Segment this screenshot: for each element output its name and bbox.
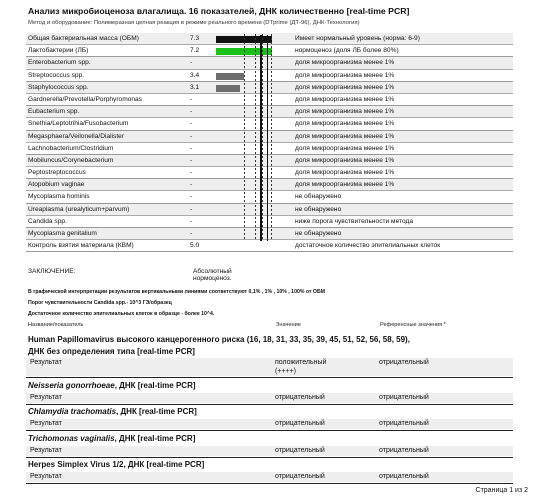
row-comment: не обнаружено bbox=[295, 230, 342, 237]
reference-line bbox=[271, 34, 272, 44]
row-name: Mycoplasma genitalium bbox=[28, 230, 97, 237]
note-candida: Порог чувствительности Candida spp.- 10^3 ГЭ/образец bbox=[28, 300, 172, 306]
row-value: 3.4 bbox=[190, 71, 200, 79]
test-organism: Chlamydia trachomatis bbox=[28, 407, 117, 416]
reference-line bbox=[271, 168, 272, 178]
result-label: Результат bbox=[30, 420, 62, 427]
test-chlamydia-title bbox=[28, 407, 197, 416]
row-name: Mycoplasma hominis bbox=[28, 193, 90, 201]
row-value: - bbox=[190, 230, 193, 237]
row-value: - bbox=[190, 169, 193, 177]
row-name: Snethia/Leptotrihia/Fusobacterium bbox=[28, 120, 129, 128]
table-row bbox=[26, 45, 513, 57]
table-row bbox=[26, 155, 513, 167]
table-row bbox=[26, 167, 513, 179]
result-label: Результат bbox=[30, 473, 62, 480]
table-row bbox=[26, 82, 513, 94]
row-name: Megasphaera/Veilonella/Dialister bbox=[28, 132, 125, 140]
reference-line bbox=[271, 229, 272, 239]
row-name: Atopobium vaginae bbox=[28, 181, 85, 189]
reference-line bbox=[271, 132, 272, 142]
table-row bbox=[26, 191, 513, 203]
row-value: - bbox=[190, 205, 193, 213]
row-comment: доля микроорганизма менее 1% bbox=[295, 156, 395, 164]
row-name: Лактобактерии (ЛБ) bbox=[28, 47, 89, 55]
reference-line bbox=[255, 83, 256, 93]
reference-line bbox=[262, 107, 263, 117]
row-comment: доля микроорганизма менее 1% bbox=[295, 169, 395, 177]
row-level-bar bbox=[216, 85, 240, 92]
result-row-chlamydia bbox=[26, 419, 513, 429]
microbiocenosis-table bbox=[26, 33, 513, 252]
result-row-neisseria bbox=[26, 393, 513, 403]
row-value: - bbox=[190, 120, 193, 128]
page-number: Страница 1 из 2 bbox=[475, 487, 528, 494]
reference-line bbox=[244, 71, 245, 81]
row-value: - bbox=[190, 217, 193, 225]
row-comment: доля микроорганизма менее 1% bbox=[295, 95, 395, 103]
reference-line bbox=[262, 132, 263, 142]
reference-line bbox=[271, 58, 272, 68]
reference-line bbox=[262, 168, 263, 178]
row-value: - bbox=[190, 144, 193, 152]
table-row bbox=[26, 118, 513, 130]
reference-line bbox=[271, 192, 272, 202]
result-ref: отрицательный bbox=[379, 473, 429, 480]
row-name: Общая бактериальная масса (ОБМ) bbox=[28, 35, 139, 42]
reference-line bbox=[271, 107, 272, 117]
reference-line bbox=[262, 46, 263, 56]
reference-line bbox=[255, 95, 256, 105]
reference-line bbox=[244, 144, 245, 154]
reference-line bbox=[255, 144, 256, 154]
row-comment: доля микроорганизма менее 1% bbox=[295, 181, 395, 189]
reference-line bbox=[262, 229, 263, 239]
row-comment: достаточное количество эпителиальных клеток bbox=[295, 242, 441, 250]
table-row bbox=[26, 94, 513, 106]
reference-line bbox=[244, 58, 245, 68]
conclusion-label: ЗАКЛЮЧЕНИЕ: bbox=[28, 268, 76, 275]
table-row bbox=[26, 204, 513, 216]
obm-marker-line bbox=[260, 35, 262, 241]
result-row-hsv bbox=[26, 472, 513, 482]
table-row bbox=[26, 228, 513, 240]
reference-line bbox=[271, 71, 272, 81]
row-comment: доля микроорганизма менее 1% bbox=[295, 83, 395, 91]
result-label: Результат bbox=[30, 359, 62, 366]
row-value: - bbox=[190, 108, 193, 116]
result-label: Результат bbox=[30, 394, 62, 401]
table-row bbox=[26, 106, 513, 118]
reference-line bbox=[244, 46, 245, 56]
row-comment: доля микроорганизма менее 1% bbox=[295, 120, 395, 128]
reference-line bbox=[271, 217, 272, 227]
reference-line bbox=[255, 132, 256, 142]
divider bbox=[26, 377, 513, 378]
header-name: Название/показатель bbox=[28, 322, 84, 328]
test-hpv-title: Human Papillomavirus высокого канцерогенного риска (16, 18, 31, 33, 35, 39, 45, 51, 52, 56, 58, 59), bbox=[28, 335, 410, 344]
reference-line bbox=[244, 192, 245, 202]
header-value: Значение bbox=[276, 322, 301, 328]
reference-line bbox=[262, 58, 263, 68]
table-row bbox=[26, 70, 513, 82]
row-value: - bbox=[190, 193, 193, 201]
reference-line bbox=[244, 95, 245, 105]
note-epithelial: Достаточное количество эпителиальных клеток в образце - более 10^4. bbox=[28, 311, 215, 317]
test-neisseria-title bbox=[28, 381, 196, 390]
table-row bbox=[26, 216, 513, 228]
row-value: 5.0 bbox=[190, 242, 200, 250]
result-ref: отрицательный bbox=[379, 394, 429, 401]
reference-line bbox=[262, 217, 263, 227]
reference-line bbox=[262, 83, 263, 93]
row-value: 7.2 bbox=[190, 47, 200, 55]
result-value: положительный bbox=[275, 359, 327, 366]
reference-line bbox=[255, 71, 256, 81]
reference-line bbox=[262, 34, 263, 44]
row-name: Staphylococcus spp. bbox=[28, 83, 89, 91]
result-row-hpv bbox=[26, 358, 513, 376]
row-name: Peptostreptococcus bbox=[28, 169, 86, 177]
row-name: Enterobacterium spp. bbox=[28, 59, 91, 67]
reference-line bbox=[262, 192, 263, 202]
row-name: Candida spp. bbox=[28, 217, 67, 225]
test-trichomonas-title bbox=[28, 434, 195, 443]
row-comment: ниже порога чувствительности метода bbox=[295, 217, 414, 225]
result-ref: отрицательный bbox=[379, 420, 429, 427]
reference-line bbox=[271, 180, 272, 190]
reference-line bbox=[244, 119, 245, 129]
reference-line bbox=[262, 95, 263, 105]
result-value: отрицательный bbox=[275, 420, 325, 427]
table-row bbox=[26, 57, 513, 69]
reference-line bbox=[255, 168, 256, 178]
row-comment: Имеет нормальный уровень (норма: 6-9) bbox=[295, 35, 420, 42]
note-interpretation: В графической интерпретации результатов вертикальными линиями соответствуют 0,1% , 1% , 10% , 100% от ОБМ bbox=[28, 289, 326, 295]
reference-line bbox=[244, 205, 245, 215]
reference-line bbox=[244, 83, 245, 93]
reference-line bbox=[262, 156, 263, 166]
test-suffix: , ДНК [real-time PCR] bbox=[116, 407, 197, 416]
reference-line bbox=[244, 229, 245, 239]
result-ref: отрицательный bbox=[379, 359, 429, 366]
reference-line bbox=[255, 205, 256, 215]
reference-line bbox=[255, 217, 256, 227]
reference-line bbox=[271, 119, 272, 129]
row-name: Mobiluncus/Corynebacterium bbox=[28, 156, 114, 164]
row-name: Lachnobacterium/Clostridium bbox=[28, 144, 114, 152]
result-value: отрицательный bbox=[275, 473, 325, 480]
result-value: отрицательный bbox=[275, 447, 325, 454]
table-row bbox=[26, 33, 513, 45]
row-comment: не обнаружено bbox=[295, 193, 342, 201]
test-suffix: , ДНК [real-time PCR] bbox=[114, 381, 196, 390]
reference-line bbox=[255, 46, 256, 56]
row-name: Gardnerella/Prevotella/Porphyromonas bbox=[28, 95, 142, 103]
reference-line bbox=[262, 144, 263, 154]
table-row bbox=[26, 131, 513, 143]
table-row bbox=[26, 240, 513, 252]
divider bbox=[26, 430, 513, 431]
reference-line bbox=[255, 107, 256, 117]
table-row bbox=[26, 179, 513, 191]
result-ref: отрицательный bbox=[379, 447, 429, 454]
result-value-plus: (++++) bbox=[275, 368, 297, 375]
test-hpv-title-2: ДНК без определения типа [real-time PCR] bbox=[28, 347, 195, 356]
row-value: - bbox=[190, 156, 193, 164]
reference-line bbox=[271, 46, 272, 56]
reference-line bbox=[255, 229, 256, 239]
reference-line bbox=[271, 156, 272, 166]
row-value: 7.3 bbox=[190, 35, 200, 42]
result-label: Результат bbox=[30, 447, 62, 454]
row-value: 3.1 bbox=[190, 83, 200, 91]
reference-line bbox=[255, 34, 256, 44]
row-comment: доля микроорганизма менее 1% bbox=[295, 59, 395, 67]
reference-line bbox=[255, 119, 256, 129]
reference-line bbox=[271, 205, 272, 215]
row-value: - bbox=[190, 132, 193, 140]
reference-line bbox=[255, 180, 256, 190]
row-name: Контроль взятия материала (КВМ) bbox=[28, 242, 134, 250]
result-value: отрицательный bbox=[275, 394, 325, 401]
conclusion-value: Абсолютный нормоценоз. bbox=[193, 268, 232, 282]
row-value: - bbox=[190, 181, 193, 189]
reference-line bbox=[244, 217, 245, 227]
reference-line bbox=[255, 192, 256, 202]
reference-line bbox=[255, 58, 256, 68]
reference-line bbox=[244, 132, 245, 142]
row-name: Streptococcus spp. bbox=[28, 71, 85, 79]
reference-line bbox=[262, 180, 263, 190]
reference-line bbox=[271, 83, 272, 93]
row-value: - bbox=[190, 95, 193, 103]
reference-line bbox=[262, 71, 263, 81]
test-organism: Neisseria gonorrhoeae bbox=[28, 381, 115, 390]
row-level-bar bbox=[216, 73, 244, 80]
test-organism: Trichomonas vaginalis bbox=[28, 434, 115, 443]
row-comment: доля микроорганизма менее 1% bbox=[295, 132, 395, 140]
header-ref: Референсные значения * bbox=[380, 322, 446, 328]
result-row-trichomonas bbox=[26, 446, 513, 456]
divider bbox=[26, 404, 513, 405]
row-comment: не обнаружено bbox=[295, 205, 342, 213]
divider bbox=[26, 457, 513, 458]
reference-line bbox=[262, 205, 263, 215]
reference-line bbox=[255, 156, 256, 166]
reference-line bbox=[244, 168, 245, 178]
row-name: Eubacterium spp. bbox=[28, 108, 80, 116]
obm-marker-line bbox=[267, 35, 268, 241]
row-separator bbox=[26, 251, 513, 252]
test-suffix: , ДНК [real-time PCR] bbox=[114, 434, 196, 443]
test-hsv-title: Herpes Simplex Virus 1/2, ДНК [real-time PCR] bbox=[28, 460, 205, 469]
reference-line bbox=[271, 95, 272, 105]
reference-line bbox=[271, 144, 272, 154]
divider bbox=[26, 483, 513, 484]
row-value: - bbox=[190, 59, 193, 67]
reference-line bbox=[244, 156, 245, 166]
method-line: Метод и оборудование: Полимеразная цепная реакция в режиме реального времени (DTprime (ДТ-96), ДНК-Технология) bbox=[28, 20, 360, 26]
reference-line bbox=[244, 180, 245, 190]
row-name: Ureaplasma (urealyticum+parvum) bbox=[28, 205, 130, 213]
row-comment: доля микроорганизма менее 1% bbox=[295, 144, 395, 152]
row-comment: доля микроорганизма менее 1% bbox=[295, 71, 395, 79]
reference-line bbox=[244, 34, 245, 44]
reference-line bbox=[262, 119, 263, 129]
reference-line bbox=[244, 107, 245, 117]
row-comment: нормоценоз (доля ЛБ более 80%) bbox=[295, 47, 399, 55]
row-comment: доля микроорганизма менее 1% bbox=[295, 108, 395, 116]
table-row bbox=[26, 143, 513, 155]
report-title: Анализ микробиоценоза влагалища. 16 показателей, ДНК количественно [real-time PCR] bbox=[28, 6, 410, 16]
